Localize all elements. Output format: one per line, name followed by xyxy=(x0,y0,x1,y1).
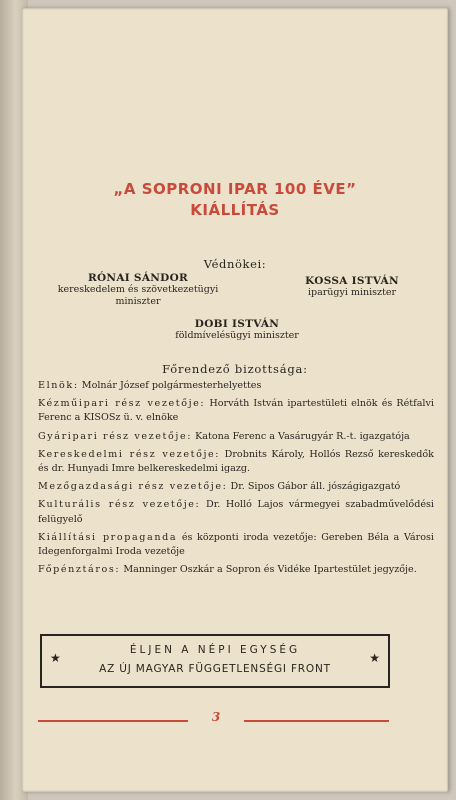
star-icon: ★ xyxy=(369,651,380,665)
member-role-label: Kereskedelmi rész vezetője: xyxy=(38,448,221,460)
committee-member xyxy=(38,498,434,526)
committee-member xyxy=(38,480,434,494)
member-role-label: Kézműipari rész vezetője: xyxy=(38,398,206,410)
sponsor-name: DOBI ISTVÁN xyxy=(194,318,280,330)
sponsor-role: földmívelésügyi miniszter xyxy=(175,330,299,341)
member-text: Manninger Oszkár a Sopron és Vidéke Ipartestület jegyzője. xyxy=(123,564,417,576)
slogan-line-1: ÉLJEN A NÉPI EGYSÉG xyxy=(129,644,301,656)
member-text: Dr. Holló Lajos vármegyei szabadművelődési felügyelő xyxy=(38,499,435,525)
committee-member xyxy=(38,563,434,577)
document-page xyxy=(22,8,448,792)
sponsor-name: RÓNAI SÁNDOR xyxy=(87,272,189,284)
slogan-line-2: AZ ÚJ MAGYAR FÜGGETLENSÉGI FRONT xyxy=(99,663,331,675)
footer-rule-left xyxy=(38,720,188,722)
sponsor-dobi xyxy=(92,318,382,342)
exhibition-title xyxy=(22,179,448,221)
sponsor-name: KOSSA ISTVÁN xyxy=(305,275,399,287)
footer-rule-right xyxy=(244,720,389,722)
committee-members-list xyxy=(38,379,434,581)
title-line-2: KIÁLLÍTÁS xyxy=(190,201,280,219)
member-role-label: Kulturális rész vezetője: xyxy=(38,499,201,511)
slogan-box xyxy=(40,634,390,688)
member-role-label: Gyáripari rész vezetője: xyxy=(38,430,193,442)
member-text: Horváth István ipartestületi elnök és Rétfalvi Ferenc a KISOSz ü. v. elnöke xyxy=(38,398,434,424)
page-number: 3 xyxy=(211,710,221,724)
sponsors-heading: Védnökei: xyxy=(203,257,267,271)
member-text: Katona Ferenc a Vasárugyár R.-t. igazgatója xyxy=(195,430,410,442)
member-role-label: Elnök: xyxy=(38,380,79,391)
member-role-label: Mezőgazdasági rész vezetője: xyxy=(38,481,228,493)
sponsor-role: kereskedelem és szövetkezetügyi xyxy=(57,284,219,295)
committee-member xyxy=(38,379,434,393)
member-text: Drobnits Károly, Hollós Rezső kereskedők és dr. Hunyadi Imre belkereskedelmi igazg. xyxy=(38,448,434,475)
committee-member xyxy=(38,531,434,559)
member-text: Dr. Sipos Gábor áll. jószágigazgató xyxy=(230,481,401,493)
sponsor-kossa xyxy=(277,275,427,299)
member-role-label: Főpénztáros: xyxy=(38,564,121,576)
sponsor-role: iparügyi miniszter xyxy=(307,287,396,298)
star-icon: ★ xyxy=(50,651,61,665)
member-role-label: Kiállítási propaganda xyxy=(38,531,178,543)
member-text: és központi iroda vezetője: Gereben Béla a Városi Idegenforgalmi Iroda vezetője xyxy=(38,531,434,558)
committee-member xyxy=(38,430,434,444)
sponsor-role-cont: miniszter xyxy=(115,296,161,307)
committee-heading: Főrendező bizottsága: xyxy=(162,362,308,376)
committee-member xyxy=(38,448,434,476)
committee-member xyxy=(38,397,434,425)
member-text: Molnár József polgármesterhelyettes xyxy=(81,380,262,391)
sponsor-ronai xyxy=(32,272,244,308)
title-line-1: „A SOPRONI IPAR 100 ÉVE” xyxy=(113,180,357,198)
